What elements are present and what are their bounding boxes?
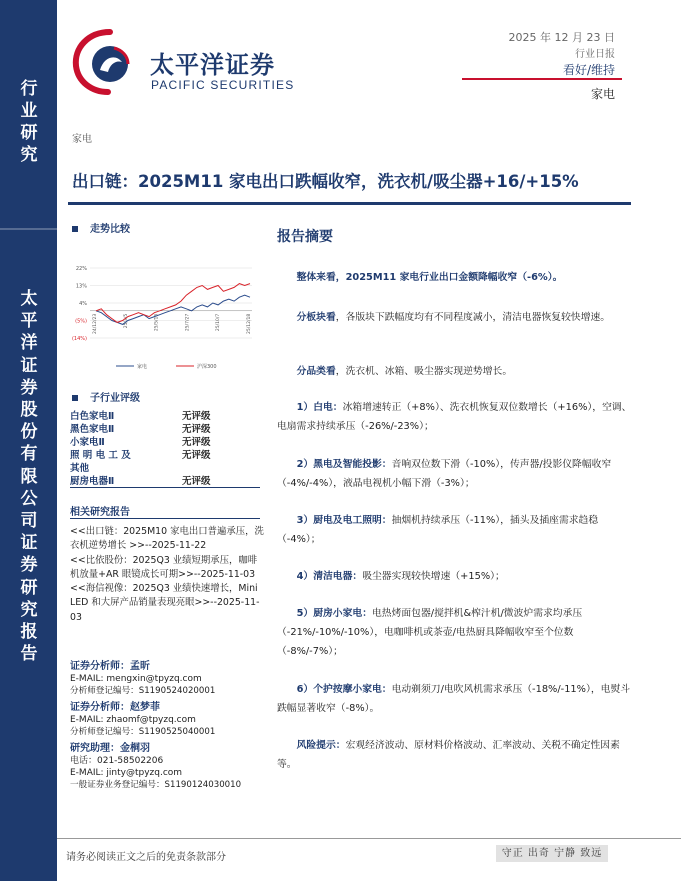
sidebar-category-label: 行 业 研 究 — [20, 79, 38, 165]
related-report-link[interactable]: <<出口链：2025M10 家电出口普遍承压，洗衣机逆势增长 >>--2025-11-22 — [70, 526, 264, 552]
y-tick-label: 4% — [79, 301, 87, 307]
sub-industry-name: 白色家电Ⅱ — [70, 411, 115, 422]
summary-lead: 1）白电： — [296, 402, 343, 413]
footer-disclaimer[interactable]: 请务必阅读正文之后的免责条款部分 — [66, 852, 226, 863]
summary-lead: 整体来看，2025M11 家电行业出口金额降幅收窄（-6%）。 — [296, 272, 563, 283]
assistant-phone: 电话：021-58502206 — [70, 756, 164, 766]
sub-industry-rating: 无评级 — [182, 450, 211, 461]
rating-row — [70, 462, 260, 475]
sub-industry-name: 照 明 电 工 及 — [70, 450, 131, 461]
y-tick-label: 13% — [75, 283, 87, 290]
summary-lead: 2）黑电及智能投影： — [296, 459, 392, 470]
summary-text: 电动剃须刀/电吹风机需求承压（-18%/-11%），电熨斗跌幅显著收窄（-8%）。 — [277, 684, 631, 714]
footer-divider — [57, 838, 681, 839]
summary-lead: 分板块看 — [296, 312, 336, 323]
summary-paragraph — [277, 268, 633, 287]
analyst-cert: 分析师登记编号：S1190524020001 — [70, 686, 216, 696]
rating-row — [70, 436, 260, 449]
rating-row — [70, 449, 260, 462]
brand-name-cn: 太平洋证券 — [150, 51, 275, 79]
related-report-link[interactable]: <<海信视像：2025Q3 业绩快速增长，Mini LED 和大屏产品销量表现亮眼>>--2025-11-03 — [70, 583, 260, 623]
analyst-card — [70, 701, 266, 738]
related-report-link[interactable]: <<比依股份：2025Q3 业绩短期承压，咖啡机放量+AR 眼镜成长可期>>--2025-11-03 — [70, 554, 258, 580]
summary-lead: 分品类看 — [296, 366, 336, 377]
summary-lead: 6）个护按摩小家电： — [296, 684, 392, 695]
footer-motto: 守正 出奇 宁静 致远 — [496, 845, 608, 862]
summary-text: ，各版块下跌幅度均有不同程度减小，清洁电器恢复较快增速。 — [335, 312, 611, 323]
legend-label: 沪深300 — [197, 364, 217, 370]
y-tick-label: (5%) — [75, 318, 87, 325]
x-tick-label: 25/3/5 — [123, 313, 129, 329]
page-title: 出口链：2025M11 家电出口跌幅收窄，洗衣机/吸尘器+16/+15% — [72, 172, 579, 191]
sub-industry-rating: 无评级 — [182, 437, 211, 448]
title-divider — [68, 202, 631, 205]
x-tick-label: 25/5/16 — [154, 313, 160, 332]
summary-text: 冰箱增速转正（+8%）、洗衣机恢复双位数增长（+16%），空调、电扇需求持续承压（-26%/-23%）； — [277, 402, 632, 432]
sub-industry-name: 黑色家电Ⅱ — [70, 424, 115, 435]
summary-paragraph — [277, 308, 633, 327]
summary-paragraph — [277, 511, 633, 549]
analyst-email[interactable]: E-MAIL: mengxin@tpyzq.com — [70, 674, 202, 684]
sub-industry-rating: 无评级 — [182, 424, 211, 435]
rating-row — [70, 475, 260, 488]
related-research-heading: 相关研究报告 — [70, 507, 130, 518]
sub-industry-rating: 无评级 — [182, 411, 211, 422]
assistant-cert: 一般证券业务登记编号：S1190124030010 — [70, 780, 242, 790]
summary-text: 电热烤面包器/搅拌机&榨汁机/微波炉需求均承压（-21%/-10%/-10%），电咖啡机或茶壶/电热厨具降幅收窄至个位数（-8%/-7%）； — [277, 608, 583, 657]
x-tick-label: 25/12/18 — [247, 313, 252, 334]
summary-lead: 4）清洁电器： — [296, 571, 363, 582]
square-bullet-icon — [72, 395, 78, 401]
summary-text: 吸尘器实现较快增速（+15%）； — [362, 571, 505, 582]
rating-row — [70, 423, 260, 436]
analyst-email[interactable]: E-MAIL: zhaomf@tpyzq.com — [70, 715, 196, 725]
y-tick-label: (14%) — [71, 336, 87, 342]
pacific-logo-icon — [70, 26, 150, 96]
summary-paragraph — [277, 604, 633, 661]
series-line — [96, 295, 250, 324]
summary-text: 抽烟机持续承压（-11%），插头及插座需求趋稳（-4%）； — [277, 515, 599, 545]
summary-text: 宏观经济波动、原材料价格波动、汇率波动、关税不确定性因素等。 — [277, 740, 620, 770]
summary-lead: 5）厨房小家电： — [296, 608, 372, 619]
assistant-name: 研究助理：金桐羽 — [70, 743, 150, 754]
square-bullet-icon — [72, 226, 78, 232]
trend-heading-text: 走势比较 — [90, 224, 130, 235]
header-accent-line — [462, 78, 622, 80]
trend-chart — [66, 262, 262, 374]
related-research-divider — [70, 518, 260, 519]
trend-heading — [72, 220, 130, 235]
assistant-card — [70, 742, 266, 791]
rating-row — [70, 410, 260, 423]
analyst-card — [70, 660, 266, 697]
x-tick-label: 24/12/23 — [93, 313, 98, 334]
sub-industry-rating: 无评级 — [182, 476, 211, 487]
legend-label: 家电 — [137, 364, 148, 370]
summary-text: ，洗衣机、冰箱、吸尘器实现逆势增长。 — [335, 366, 513, 377]
assistant-email[interactable]: E-MAIL: jinty@tpyzq.com — [70, 768, 183, 778]
sub-industry-name: 厨房电器Ⅱ — [70, 476, 115, 487]
x-tick-label: 25/7/27 — [185, 313, 191, 332]
report-type: 行业日报 — [575, 49, 615, 60]
analyst-name: 证券分析师：赵梦菲 — [70, 702, 160, 713]
summary-paragraph — [277, 736, 633, 774]
x-tick-label: 25/10/7 — [216, 313, 222, 332]
industry-rating: 看好/维持 — [562, 63, 615, 77]
summary-paragraph — [277, 455, 633, 493]
summary-lead: 3）厨电及电工照明： — [296, 515, 392, 526]
sub-industry-name: 小家电Ⅱ — [70, 437, 105, 448]
sub-rating-table — [70, 410, 260, 488]
sidebar-top — [0, 0, 57, 228]
analyst-cert: 分析师登记编号：S1190525040001 — [70, 727, 216, 737]
summary-paragraph — [277, 362, 633, 381]
sub-rating-heading — [72, 389, 140, 404]
sub-industry-rating — [182, 462, 260, 475]
related-research-list — [70, 525, 266, 625]
summary-text: 音响双位数下滑（-10%），传声器/投影仪降幅收窄（-4%/-4%），液晶电视机小幅下滑（-3%）； — [277, 459, 612, 489]
brand-name-en: PACIFIC SECURITIES — [151, 78, 295, 92]
sidebar-company-label: 太 平 洋 证 券 股 份 有 限 公 司 证 券 研 究 报 告 — [20, 289, 38, 665]
sidebar-divider — [0, 228, 57, 230]
summary-paragraph — [277, 680, 633, 718]
sub-rating-heading-text: 子行业评级 — [90, 393, 140, 404]
summary-heading: 报告摘要 — [277, 229, 333, 245]
sector-label: 家电 — [590, 87, 615, 101]
left-sidebar — [0, 0, 57, 881]
summary-paragraph — [277, 567, 633, 586]
y-tick-label: 22% — [75, 266, 87, 272]
summary-lead: 风险提示： — [296, 740, 346, 751]
sub-industry-name: 其他 — [70, 463, 90, 474]
breadcrumb: 家电 — [72, 134, 92, 145]
report-date: 2025 年 12 月 23 日 — [508, 31, 615, 44]
summary-paragraph — [277, 398, 633, 436]
analyst-name: 证券分析师：孟昕 — [70, 661, 150, 672]
